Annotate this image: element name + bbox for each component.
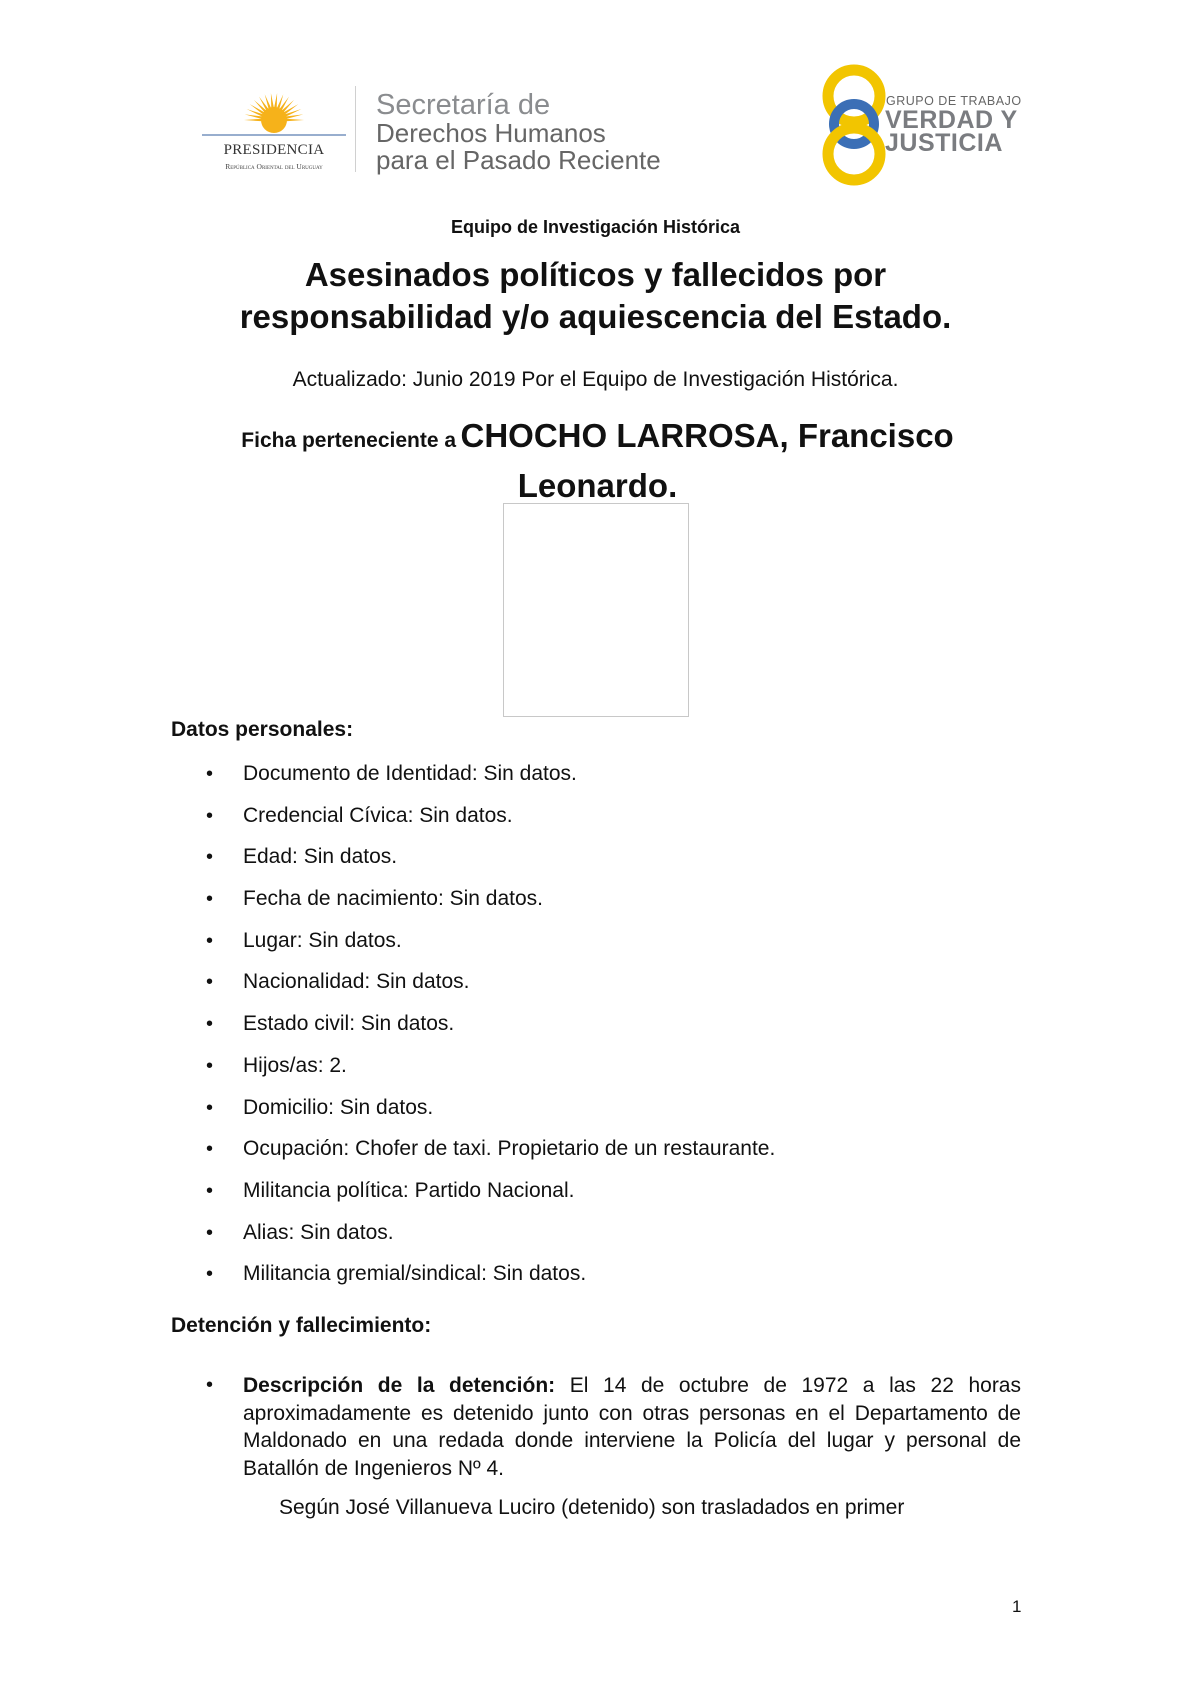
updated-line: Actualizado: Junio 2019 Por el Equipo de Investigación Histórica.	[292, 368, 899, 391]
ficha-prefix: Ficha perteneciente a	[241, 429, 457, 452]
secretaria-line-2: Derechos Humanos	[376, 118, 606, 148]
document-title-line-1: Asesinados políticos y fallecidos por	[304, 256, 887, 293]
presidencia-name: PRESIDENCIA	[223, 142, 325, 158]
header-divider	[355, 86, 356, 172]
verdad-justicia-line-1: GRUPO DE TRABAJO	[886, 94, 1022, 108]
personal-data-list	[171, 760, 1021, 1302]
list-item: • Militancia gremial/sindical: Sin datos.	[171, 1260, 1021, 1302]
list-item: • Credencial Cívica: Sin datos.	[171, 802, 1021, 844]
list-item: • Ocupación: Chofer de taxi. Propietario de un restaurante.	[171, 1135, 1021, 1177]
secretaria-line-3: para el Pasado Reciente	[376, 145, 661, 175]
list-item: • Alias: Sin datos.	[171, 1219, 1021, 1261]
list-item: • Estado civil: Sin datos.	[171, 1010, 1021, 1052]
list-item: • Militancia política: Partido Nacional.	[171, 1177, 1021, 1219]
ficha-heading	[200, 414, 995, 514]
detention-description	[171, 1372, 1021, 1482]
page-header	[0, 0, 1191, 200]
detention-section	[171, 1372, 1021, 1522]
list-item: • Documento de Identidad: Sin datos.	[171, 760, 1021, 802]
personal-data-heading: Datos personales:	[171, 718, 354, 741]
list-item: • Fecha de nacimiento: Sin datos.	[171, 885, 1021, 927]
secretaria-logo-text	[376, 90, 661, 174]
document-title-line-2: responsabilidad y/o aquiescencia del Estado.	[239, 298, 952, 335]
secretaria-line-1: Secretaría de	[376, 89, 551, 121]
list-item: • Domicilio: Sin datos.	[171, 1094, 1021, 1136]
photo-placeholder	[503, 503, 689, 717]
list-item: • Edad: Sin datos.	[171, 843, 1021, 885]
detention-paragraph: Según José Villanueva Luciro (detenido) son trasladados en primer	[279, 1496, 905, 1519]
list-item: • Nacionalidad: Sin datos.	[171, 968, 1021, 1010]
list-item: • Hijos/as: 2.	[171, 1052, 1021, 1094]
ficha-name: CHOCHO LARROSA, Francisco Leonardo.	[460, 417, 954, 504]
list-item: • Lugar: Sin datos.	[171, 927, 1021, 969]
verdad-justicia-line-2: VERDAD Y	[885, 106, 1018, 134]
page-number: 1	[1012, 1597, 1022, 1616]
detention-label: Descripción de la detención:	[243, 1374, 556, 1397]
detention-heading: Detención y fallecimiento:	[171, 1314, 432, 1337]
document-title	[0, 254, 1191, 338]
team-name: Equipo de Investigación Histórica	[450, 217, 741, 237]
presidencia-subtitle: República Oriental del Uruguay	[225, 162, 323, 171]
detention-text: El 14 de octubre de 1972 a las 22 horas aproximadamente es detenido junto con otras personas en el Departamento de Maldonado en una redada donde interviene la Policía del lugar y personal de Batallón de Ingenieros Nº 4.	[243, 1374, 1021, 1480]
verdad-justicia-line-3: JUSTICIA	[885, 129, 1003, 157]
